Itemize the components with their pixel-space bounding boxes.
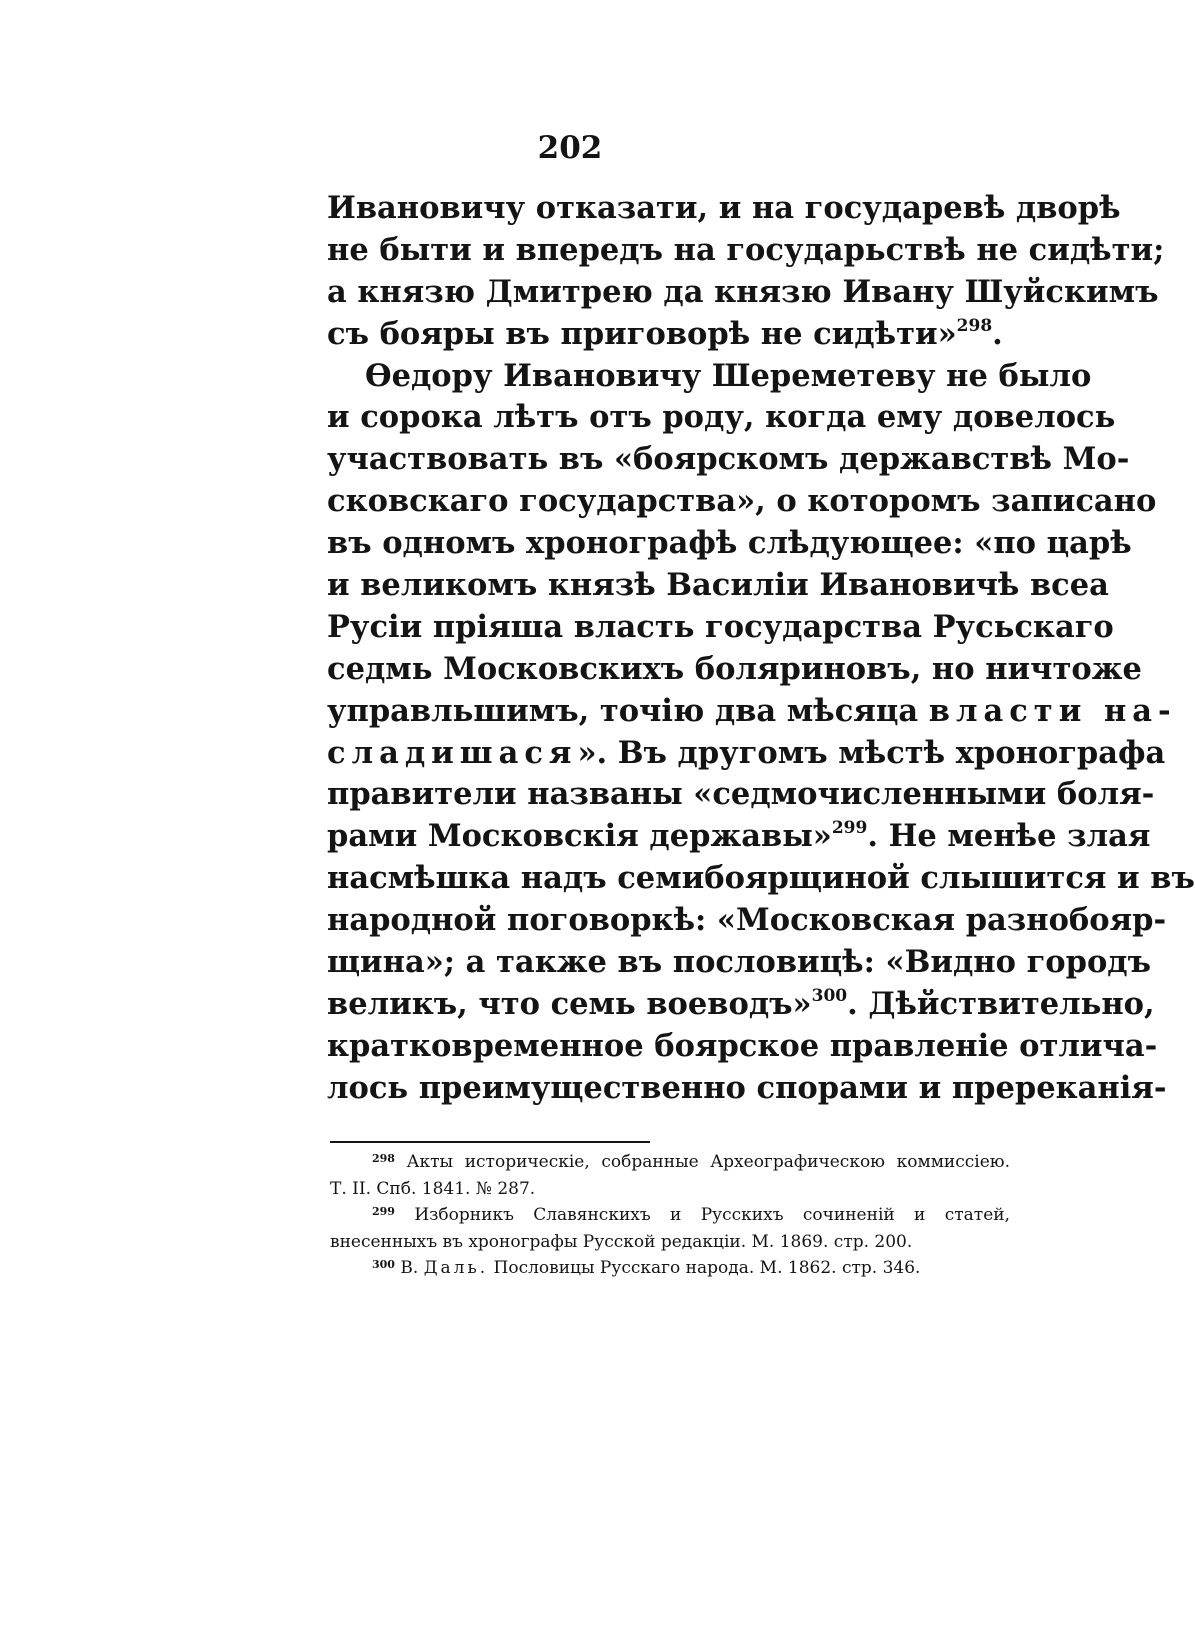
text-line: не быти и впередъ на государьствѣ не сидѣти; [327,231,1165,268]
text-line [327,314,1019,356]
footnote-author-initial: В. [400,1258,419,1278]
footnote-298 [330,1149,1010,1176]
text-line [327,816,1151,858]
footnote-300 [330,1255,1010,1282]
footnote-divider [330,1141,650,1143]
page-number: 202 [537,130,603,166]
text-line [327,691,1177,733]
spaced-emphasis: власти на- [928,692,1177,729]
footnote-number: 300 [372,1258,395,1271]
footnote-299 [330,1202,1010,1229]
text-fragment: управльшимъ, точію два мѣсяца [327,692,919,729]
text-fragment: рами Московскія державы» [327,818,832,855]
footnote-ref: 300 [811,985,848,1006]
text-fragment: . Дѣйствительно, [847,985,1155,1022]
text-line: и великомъ князѣ Василіи Ивановичѣ всеа [327,567,1109,604]
text-line: правители названы «седмочисленными боля- [327,776,1155,813]
text-line: насмѣшка надъ семибоярщиной слышится и въ [327,860,1195,897]
text-line: народной поговоркѣ: «Московская разнобояр- [327,902,1167,939]
footnote-text: Пословицы Русскаго народа. М. 1862. стр. 346. [493,1258,921,1278]
text-line: сковскаго государства», о которомъ записано [327,483,1157,520]
paragraph-first-line: Ѳедору Ивановичу Шереметеву не было [365,357,1092,394]
body-text [327,188,1195,1110]
text-fragment: ». Въ другомъ мѣстѣ хронографа [577,734,1166,771]
footnote-ref: 299 [831,818,868,839]
footnote-text: внесенныхъ въ хронографы Русской редакціи. М. 1869. стр. 200. [330,1231,913,1252]
text-line: седмь Московскихъ боляриновъ, но ничтоже [327,650,1142,687]
footnote-author: Даль. [423,1258,489,1278]
text-line: и сорока лѣтъ отъ роду, когда ему довелось [327,399,1116,436]
text-line [327,733,1166,775]
text-fragment: великъ, что семь воеводъ» [327,985,812,1022]
text-line: участвовать въ «боярскомъ державствѣ Мо- [327,441,1130,478]
text-line: Русіи пріяша власть государства Русьскаго [327,608,1114,645]
footnote-text: Изборникъ Славянскихъ и Русскихъ сочиненій и статей, [414,1205,1010,1225]
footnote-number: 298 [372,1152,395,1165]
text-fragment: съ бояры въ приговорѣ не сидѣти» [327,315,957,352]
footnote-text: Т. II. Спб. 1841. № 287. [330,1178,536,1199]
text-line: лось преимущественно спорами и пререканія- [327,1069,1167,1106]
text-fragment: . [992,315,1003,352]
footnotes [330,1149,1010,1282]
text-line: въ одномъ хронографѣ слѣдующее: «по царѣ [327,525,1132,562]
text-line: кратковременное боярское правленіе отлича- [327,1027,1158,1064]
footnote-ref: 298 [956,315,993,336]
text-line: Ивановичу отказати, и на государевѣ дворѣ [327,190,1121,226]
footnote-text: Акты историческіе, собранные Археографическою коммиссіею. [406,1152,1010,1172]
text-fragment: . Не менѣе злая [867,818,1151,855]
spaced-emphasis: сладишася [327,734,578,771]
footnote-number: 299 [372,1205,395,1218]
text-line [327,984,1155,1026]
text-line: а князю Дмитрею да князю Ивану Шуйскимъ [327,273,1159,310]
text-line: щина»; а также въ пословицѣ: «Видно городъ [327,944,1152,981]
